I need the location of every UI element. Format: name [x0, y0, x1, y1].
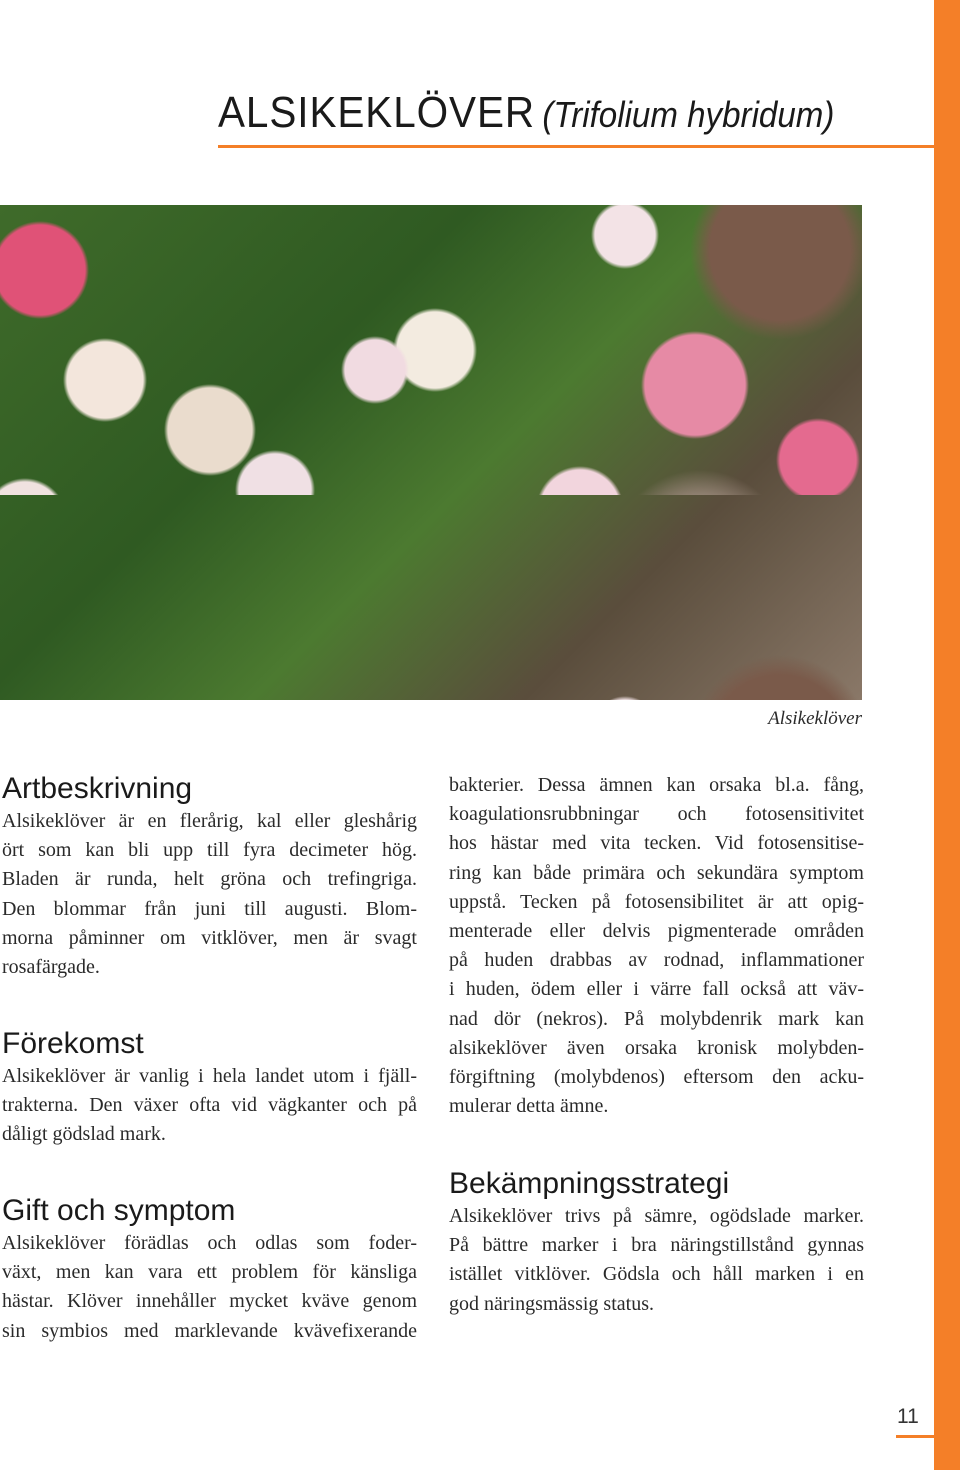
- title-underline: [218, 145, 934, 148]
- text-line: växt, men kan vara ett problem för känsliga: [2, 1261, 417, 1284]
- text-line: uppstå. Tecken på fotosensibilitet är att opig-: [449, 890, 864, 913]
- text-line: god näringsmässig status.: [449, 1292, 654, 1315]
- text-line: koagulationsrubbningar och fotosensitivitet: [449, 803, 864, 826]
- text-line: alsikeklöver även orsaka kronisk molybden-: [449, 1036, 864, 1059]
- title-scientific-name: (Trifolium hybridum): [542, 94, 835, 135]
- text-line: Den blommar från juni till augusti. Blom-: [2, 897, 417, 920]
- page-number-underline: [896, 1435, 934, 1438]
- accent-sidebar-bar: [934, 0, 960, 1470]
- section-gift-och-symptom: [2, 1193, 417, 1346]
- text-line: Alsikeklöver trivs på sämre, ogödslade marker.: [449, 1205, 864, 1227]
- title-common-name: ALSIKEKLÖVER: [218, 88, 536, 137]
- section-heading: Bekämpningsstrategi: [449, 1167, 730, 1200]
- text-line: istället vitklöver. Gödsla och håll marken i en: [449, 1263, 864, 1286]
- text-line: dåligt gödslad mark.: [2, 1123, 166, 1146]
- section-bekampningsstrategi: [449, 1166, 864, 1319]
- section-heading: Förekomst: [2, 1027, 144, 1060]
- clover-photo: [0, 205, 862, 700]
- text-line: förgiftning (molybdenos) eftersom den acku-: [449, 1065, 864, 1088]
- text-line: trakterna. Den växer ofta vid vägkanter och på: [2, 1094, 417, 1117]
- text-line: Alsikeklöver är vanlig i hela landet utom i fjäll-: [2, 1065, 417, 1087]
- section-heading: Gift och symptom: [2, 1194, 236, 1227]
- text-line: menterade eller delvis pigmenterade områden: [449, 919, 864, 942]
- text-line: på huden drabbas av rodnad, inflammationer: [449, 949, 864, 972]
- photo-caption: Alsikeklöver: [768, 708, 862, 729]
- text-line: ört som kan bli upp till fyra decimeter hög.: [2, 839, 417, 862]
- section-gift-continuation: [449, 771, 864, 1121]
- text-line: hästar. Klöver innehåller mycket kväve genom: [2, 1290, 417, 1313]
- text-line: rosafärgade.: [2, 955, 100, 978]
- text-line: ring kan både primära och sekundära symptom: [449, 861, 864, 884]
- text-line: bakterier. Dessa ämnen kan orsaka bl.a. fång,: [449, 774, 864, 796]
- text-line: morna påminner om vitklöver, men är svagt: [2, 926, 417, 949]
- text-line: i huden, ödem eller i värre fall också att väv-: [449, 978, 864, 1001]
- page-number: 11: [897, 1405, 919, 1428]
- section-forekomst: [2, 1026, 417, 1150]
- section-artbeskrivning: [2, 771, 417, 982]
- text-line: Alsikeklöver är en flerårig, kal eller gleshårig: [2, 810, 417, 832]
- text-line: På bättre marker i bra näringstillstånd gynnas: [449, 1234, 864, 1257]
- page-title: [218, 88, 834, 138]
- text-line: Bladen är runda, helt gröna och trefingriga.: [2, 868, 417, 891]
- text-line: hos hästar med vita tecken. Vid fotosensitise-: [449, 832, 864, 855]
- text-line: nad dör (nekros). På molybdenrik mark kan: [449, 1007, 864, 1030]
- section-heading: Artbeskrivning: [2, 772, 193, 805]
- text-line: mulerar detta ämne.: [449, 1095, 609, 1118]
- text-line: sin symbios med marklevande kvävefixerande: [2, 1319, 417, 1342]
- text-line: Alsikeklöver förädlas och odlas som foder-: [2, 1232, 417, 1254]
